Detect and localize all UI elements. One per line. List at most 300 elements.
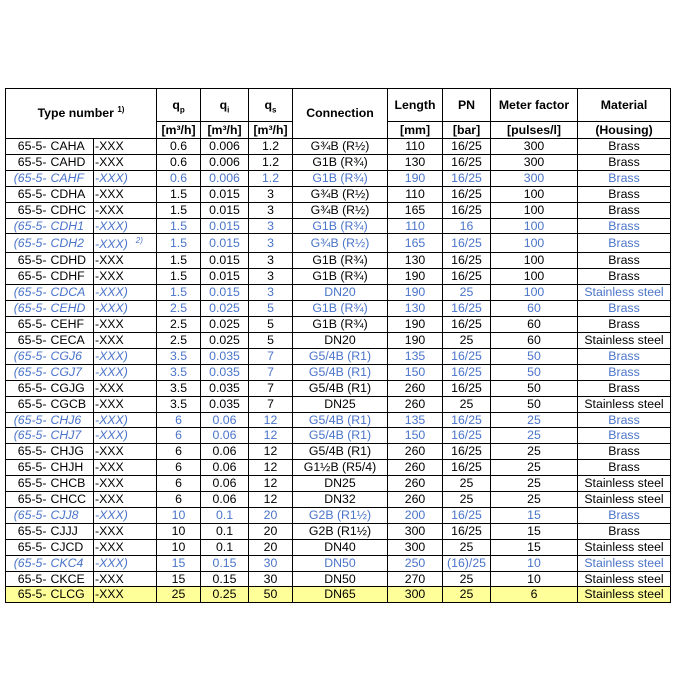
type-prefix [6, 380, 48, 396]
meter-factor-value-text: 300 [523, 139, 545, 153]
qp-value-text: 1.5 [169, 202, 188, 217]
length-value-text: 300 [404, 523, 426, 538]
material-value [578, 364, 671, 380]
qp-value [157, 139, 201, 155]
meter-factor-value-text: 100 [523, 186, 545, 201]
type-suffix-text: -XXX [95, 186, 124, 201]
type-prefix [6, 555, 48, 571]
qp-value-text: 6 [175, 476, 182, 491]
qp-unit: [m³/h] [157, 122, 201, 139]
connection-value-text: DN25 [324, 476, 356, 491]
type-suffix [94, 139, 157, 155]
material-value [578, 555, 671, 571]
qp-value-text: 10 [171, 539, 186, 554]
type-prefix-text: 65-5- [17, 186, 47, 201]
meter-factor-value-text: 25 [527, 428, 541, 443]
type-prefix-text: 65-5- [17, 539, 47, 554]
material-value [578, 396, 671, 412]
type-code-text: CDHA [50, 186, 86, 201]
meter-factor-value-text: 300 [523, 170, 545, 185]
material-value-text: Brass [608, 253, 640, 268]
qi-value [201, 348, 249, 364]
type-prefix [6, 234, 48, 253]
type-suffix [94, 396, 157, 412]
qs-value-text: 20 [263, 507, 278, 522]
type-suffix-text: -XXX) [95, 412, 128, 427]
qs-value [249, 476, 293, 492]
connection-value-text: G1B (R¾) [312, 269, 368, 284]
type-suffix [94, 539, 157, 555]
qp-value-text: 6 [175, 412, 182, 427]
qi-value [201, 523, 249, 539]
type-prefix [6, 412, 48, 428]
type-prefix-text: (65-5- [13, 285, 47, 300]
material-value [578, 476, 671, 492]
qp-value [157, 492, 201, 508]
connection-value [293, 202, 388, 218]
qs-value-text: 12 [263, 460, 278, 475]
length-value-text: 130 [404, 301, 426, 316]
length-value-text: 250 [404, 555, 426, 570]
qi-label: q [219, 97, 228, 112]
length-value [388, 139, 443, 155]
pn-value [443, 476, 491, 492]
table-row [6, 428, 671, 444]
connection-value-text: G¾B (R½) [310, 139, 370, 153]
type-suffix [94, 234, 157, 253]
meter-factor-value [491, 523, 578, 539]
length-value-text: 270 [404, 571, 426, 586]
type-suffix-text: -XXX [95, 476, 124, 491]
material-value-text: Brass [608, 154, 640, 169]
type-code-text: CHCB [50, 476, 86, 491]
type-prefix-text: 65-5- [17, 269, 47, 284]
type-number-label: Type number [37, 106, 114, 120]
type-prefix-text: (65-5- [13, 364, 47, 379]
qs-value-text: 3 [267, 253, 274, 268]
qs-value [249, 234, 293, 253]
qs-value-text: 7 [267, 348, 274, 363]
qs-value-text: 1.2 [261, 170, 280, 185]
length-value [388, 555, 443, 571]
qi-value [201, 269, 249, 285]
length-value [388, 523, 443, 539]
length-value [388, 332, 443, 348]
type-code [48, 460, 94, 476]
length-value-text: 190 [404, 285, 426, 300]
qp-value [157, 285, 201, 301]
type-code-text: CGCB [50, 396, 87, 411]
material-value [578, 218, 671, 234]
qp-value [157, 269, 201, 285]
table-row [6, 396, 671, 412]
type-prefix-text: 65-5- [17, 587, 47, 602]
pn-value [443, 444, 491, 460]
connection-value-text: G5/4B (R1) [308, 444, 372, 459]
meter-factor-value [491, 444, 578, 460]
type-suffix-text: -XXX [95, 317, 124, 332]
connection-value [293, 539, 388, 555]
type-suffix-text: -XXX [95, 492, 124, 507]
qs-value [249, 396, 293, 412]
connection-value [293, 170, 388, 186]
qi-value [201, 460, 249, 476]
qs-value [249, 202, 293, 218]
qi-value [201, 332, 249, 348]
length-value [388, 412, 443, 428]
pn-value-text: 16/25 [451, 380, 482, 395]
table-row [6, 234, 671, 253]
pn-value-text: 16/25 [451, 412, 482, 427]
type-suffix [94, 523, 157, 539]
type-prefix-text: (65-5- [13, 170, 47, 185]
qp-value-text: 6 [175, 428, 182, 443]
qs-value-text: 5 [267, 317, 274, 332]
meter-factor-value [491, 301, 578, 317]
material-value [578, 186, 671, 202]
connection-value-text: DN50 [324, 555, 356, 570]
pn-value-text: 16/25 [451, 269, 482, 284]
qi-value [201, 444, 249, 460]
pn-value [443, 380, 491, 396]
type-suffix-text: -XXX) [95, 348, 128, 363]
qi-value [201, 202, 249, 218]
connection-value-text: DN40 [324, 539, 356, 554]
connection-value [293, 428, 388, 444]
qp-value-text: 0.6 [169, 170, 188, 185]
qp-value-text: 2.5 [169, 332, 188, 347]
type-prefix-text: 65-5- [17, 492, 47, 507]
type-suffix [94, 412, 157, 428]
type-suffix [94, 444, 157, 460]
type-prefix [6, 348, 48, 364]
qs-value [249, 317, 293, 333]
qp-value [157, 444, 201, 460]
qp-label: q [172, 97, 180, 112]
pn-value-text: 16/25 [451, 235, 482, 250]
pn-value [443, 170, 491, 186]
qp-value [157, 428, 201, 444]
type-prefix [6, 301, 48, 317]
length-value [388, 460, 443, 476]
material-value-text: Stainless steel [584, 476, 664, 491]
length-value [388, 348, 443, 364]
material-value-text: Stainless steel [584, 332, 664, 347]
material-value [578, 269, 671, 285]
type-code-text: CHJ7 [50, 428, 82, 443]
pn-value-text: 16/25 [451, 460, 482, 475]
qi-value [201, 571, 249, 587]
type-prefix [6, 444, 48, 460]
material-header: Material [578, 89, 671, 122]
meter-factor-value [491, 285, 578, 301]
meter-factor-value-text: 50 [527, 380, 541, 395]
qs-value [249, 555, 293, 571]
pn-value-text: 16/25 [451, 348, 482, 363]
qs-value-text: 30 [263, 555, 278, 570]
type-suffix-text: -XXX [95, 139, 124, 153]
type-suffix-text: -XXX [95, 587, 124, 602]
type-code-text: CJJJ [50, 523, 78, 538]
qs-value [249, 253, 293, 269]
type-code-text: CHJG [50, 444, 84, 459]
type-code-text: CKCE [50, 571, 85, 586]
qp-value [157, 507, 201, 523]
length-header: Length [388, 89, 443, 122]
qs-value [249, 444, 293, 460]
material-value-text: Brass [608, 523, 640, 538]
length-value [388, 587, 443, 603]
pn-value-text: 16/25 [451, 444, 482, 459]
qs-value [249, 170, 293, 186]
qi-value-text: 0.015 [209, 186, 240, 201]
material-value [578, 301, 671, 317]
length-value [388, 301, 443, 317]
qp-value [157, 555, 201, 571]
pn-value-text: 16/25 [451, 154, 482, 169]
type-prefix [6, 587, 48, 603]
qp-value [157, 476, 201, 492]
qp-value [157, 412, 201, 428]
length-value [388, 571, 443, 587]
material-value [578, 460, 671, 476]
connection-value [293, 332, 388, 348]
type-prefix-text: (65-5- [13, 507, 47, 522]
type-code-text: CGJG [50, 380, 85, 395]
qi-value-text: 0.015 [209, 235, 240, 250]
qp-value [157, 460, 201, 476]
type-prefix-text: 65-5- [17, 523, 47, 538]
type-prefix [6, 507, 48, 523]
type-suffix [94, 332, 157, 348]
connection-value [293, 154, 388, 170]
qi-value-text: 0.1 [215, 539, 234, 554]
length-value-text: 300 [404, 587, 426, 602]
qp-value [157, 301, 201, 317]
material-value [578, 317, 671, 333]
type-suffix [94, 218, 157, 234]
type-suffix-text: -XXX) [95, 218, 128, 233]
meter-factor-value-text: 15 [527, 507, 541, 522]
pn-value [443, 301, 491, 317]
connection-value [293, 396, 388, 412]
type-prefix-text: (65-5- [13, 301, 47, 316]
qi-value-text: 0.06 [212, 476, 237, 491]
pn-value-text: 25 [459, 492, 474, 507]
material-value [578, 285, 671, 301]
connection-value [293, 269, 388, 285]
material-sub: (Housing) [578, 122, 671, 139]
qp-value-text: 0.6 [169, 139, 188, 153]
qi-value-text: 0.15 [212, 571, 237, 586]
material-value [578, 523, 671, 539]
qs-value-text: 50 [263, 587, 278, 602]
type-code [48, 301, 94, 317]
type-code [48, 139, 94, 155]
qi-value [201, 317, 249, 333]
qi-value-text: 0.035 [209, 380, 240, 395]
material-value-text: Stainless steel [584, 492, 664, 507]
type-prefix [6, 460, 48, 476]
material-value [578, 170, 671, 186]
type-suffix [94, 476, 157, 492]
qs-value [249, 269, 293, 285]
type-suffix-text: -XXX [95, 460, 124, 475]
connection-value [293, 571, 388, 587]
qi-header [201, 89, 249, 122]
type-code-text: CAHD [50, 154, 86, 169]
material-value-text: Stainless steel [584, 571, 664, 586]
meter-factor-value [491, 412, 578, 428]
type-code-text: CJCD [50, 539, 84, 554]
table-row [6, 301, 671, 317]
type-suffix [94, 460, 157, 476]
type-code [48, 587, 94, 603]
table-row [6, 364, 671, 380]
meter-factor-value-text: 100 [523, 269, 545, 284]
qs-value [249, 523, 293, 539]
qi-value [201, 428, 249, 444]
meter-factor-value [491, 348, 578, 364]
type-suffix-text: -XXX [95, 269, 124, 284]
qs-value-text: 3 [267, 269, 274, 284]
meter-factor-value [491, 154, 578, 170]
length-value-text: 135 [404, 412, 426, 427]
type-suffix [94, 587, 157, 603]
connection-value [293, 507, 388, 523]
qi-value-text: 0.25 [212, 587, 237, 602]
length-value-text: 300 [404, 539, 426, 554]
type-suffix-text: -XXX) [95, 364, 128, 379]
type-prefix-text: 65-5- [17, 380, 47, 395]
type-code [48, 170, 94, 186]
type-suffix [94, 186, 157, 202]
meter-factor-value [491, 476, 578, 492]
qs-value [249, 412, 293, 428]
pn-value [443, 396, 491, 412]
qi-value-text: 0.06 [212, 460, 237, 475]
connection-value-text: G1B (R¾) [312, 218, 368, 233]
connection-value [293, 476, 388, 492]
material-value [578, 428, 671, 444]
type-code-text: CDHD [50, 253, 87, 268]
qp-value-text: 1.5 [169, 235, 188, 250]
material-value-text: Brass [608, 507, 640, 522]
type-prefix [6, 170, 48, 186]
type-suffix-text: -XXX [95, 380, 124, 395]
qs-value [249, 348, 293, 364]
length-value-text: 190 [404, 317, 426, 332]
qi-value [201, 285, 249, 301]
type-code-text: CLCG [50, 587, 85, 602]
length-value-text: 260 [404, 460, 426, 475]
type-prefix-text: 65-5- [17, 154, 47, 169]
type-prefix [6, 202, 48, 218]
type-code [48, 380, 94, 396]
table-row [6, 154, 671, 170]
pn-value [443, 218, 491, 234]
pn-value-text: 25 [459, 571, 474, 586]
length-value [388, 202, 443, 218]
pn-value-text: 25 [459, 539, 474, 554]
type-suffix [94, 301, 157, 317]
qp-value [157, 523, 201, 539]
pn-value-text: 16/25 [451, 317, 482, 332]
pn-value-text: 16 [459, 218, 474, 233]
material-value [578, 253, 671, 269]
type-prefix [6, 285, 48, 301]
qs-value-text: 3 [267, 285, 274, 300]
type-suffix [94, 348, 157, 364]
type-suffix [94, 253, 157, 269]
qp-value-text: 2.5 [169, 301, 188, 316]
type-suffix [94, 364, 157, 380]
connection-value-text: G5/4B (R1) [308, 364, 372, 379]
qp-value-text: 1.5 [169, 269, 188, 284]
qs-sub: s [272, 104, 277, 114]
type-code [48, 285, 94, 301]
pn-value-text: 16/25 [451, 186, 482, 201]
pn-value-text: 25 [459, 285, 474, 300]
pn-value [443, 492, 491, 508]
type-code-text: CDH1 [50, 218, 84, 233]
length-value-text: 190 [404, 269, 426, 284]
length-value [388, 170, 443, 186]
meter-factor-unit: [pulses/l] [491, 122, 578, 139]
qs-value-text: 3 [267, 202, 274, 217]
type-code [48, 539, 94, 555]
type-prefix-text: 65-5- [17, 396, 47, 411]
type-code [48, 218, 94, 234]
meter-factor-value [491, 332, 578, 348]
qp-value [157, 396, 201, 412]
material-value [578, 587, 671, 603]
type-suffix [94, 154, 157, 170]
type-prefix [6, 317, 48, 333]
connection-value-text: DN32 [324, 492, 356, 507]
qp-value-text: 15 [171, 571, 186, 586]
type-prefix [6, 476, 48, 492]
qp-sub: p [179, 104, 185, 114]
type-prefix [6, 139, 48, 155]
qi-value [201, 507, 249, 523]
meter-factor-value-text: 60 [527, 332, 541, 347]
material-value-text: Stainless steel [584, 285, 664, 300]
length-value-text: 190 [404, 332, 426, 347]
pn-value-text: 16/25 [451, 139, 482, 153]
type-number-header [6, 89, 157, 139]
qi-value-text: 0.15 [212, 555, 237, 570]
length-unit: [mm] [388, 122, 443, 139]
meter-factor-value-text: 25 [527, 412, 541, 427]
type-code [48, 412, 94, 428]
type-code-text: CDH2 [50, 235, 84, 250]
material-value-text: Brass [608, 460, 640, 475]
type-prefix [6, 154, 48, 170]
length-value [388, 253, 443, 269]
qp-value-text: 1.5 [169, 218, 188, 233]
qs-value-text: 12 [263, 412, 278, 427]
connection-value [293, 139, 388, 155]
qp-value-text: 1.5 [169, 186, 188, 201]
connection-value [293, 460, 388, 476]
type-code-text: CDHF [50, 269, 85, 284]
type-code [48, 428, 94, 444]
meter-factor-value [491, 396, 578, 412]
connection-value [293, 253, 388, 269]
qp-header [157, 89, 201, 122]
type-suffix-text: -XXX [95, 523, 124, 538]
